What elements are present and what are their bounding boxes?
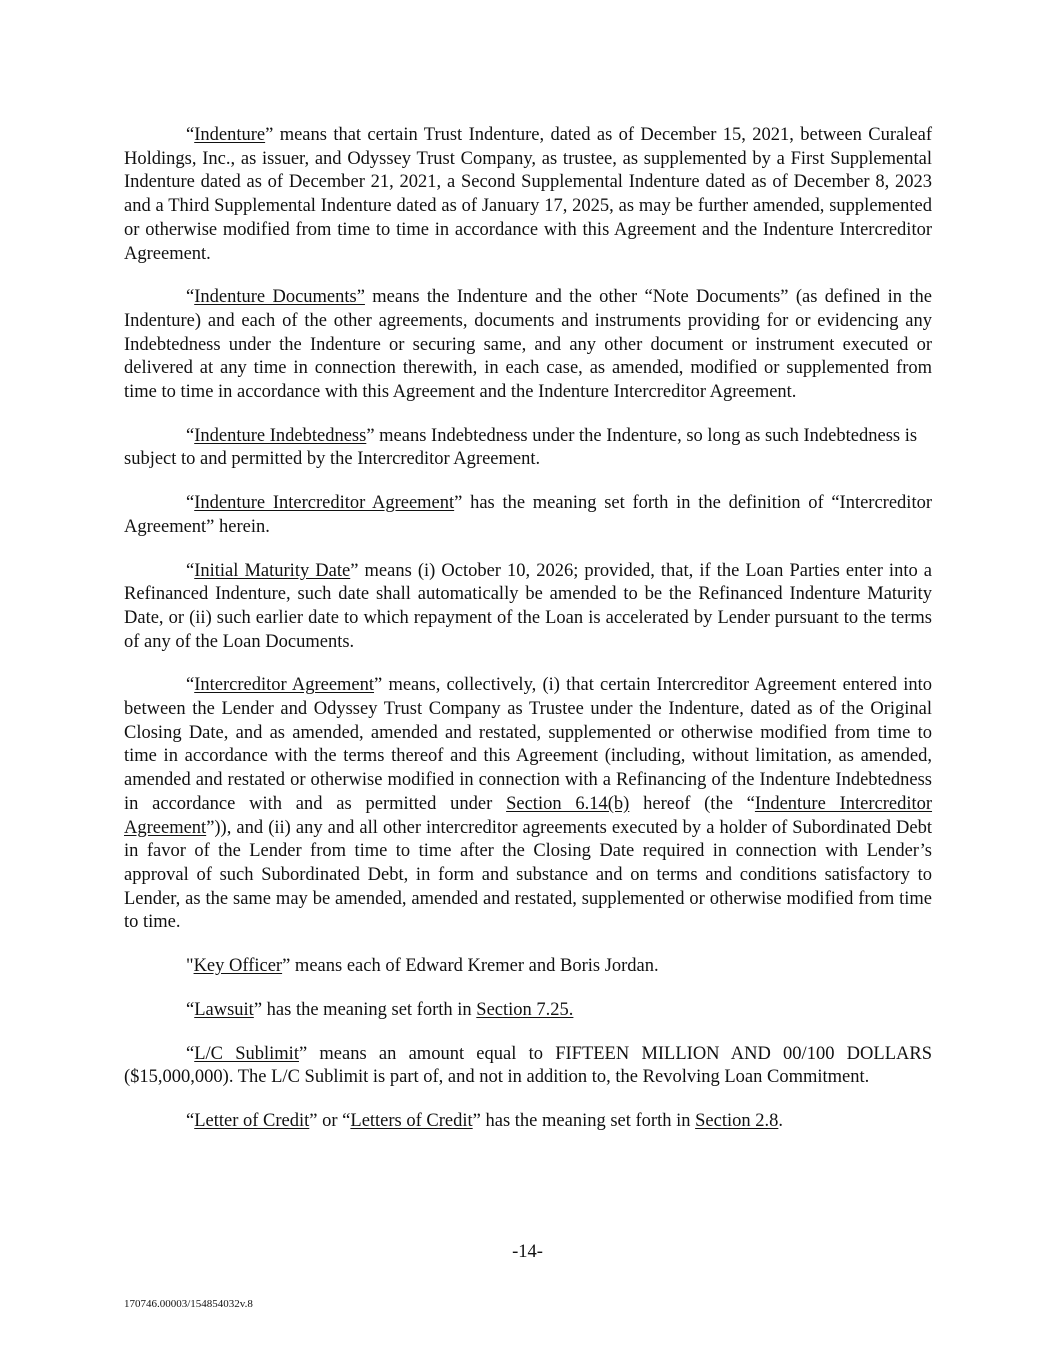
definition-lc-sublimit: “L/C Sublimit” means an amount equal to FIFTEEN MILLION AND 00/100 DOLLARS ($15,000,000). The L/C Sublimit is part of, and not in addition to, the Revolving Loan Commitment.	[124, 1043, 932, 1088]
document-body	[124, 124, 932, 1154]
defined-term: Indenture Indebtedness	[194, 425, 367, 446]
defined-term: Lawsuit	[194, 999, 254, 1020]
definition-indenture-intercreditor-agreement: “Indenture Intercreditor Agreement” has the meaning set forth in the definition of “Intercreditor Agreement” herein.	[124, 493, 932, 537]
definition-indenture-indebtedness: “Indenture Indebtedness” means Indebtedness under the Indenture, so long as such Indebtedness is subject to and permitted by the Intercreditor Agreement.	[124, 425, 918, 470]
defined-term: Indenture Intercreditor Agreement	[124, 793, 933, 838]
defined-term: Indenture Intercreditor Agreement	[194, 493, 455, 514]
page-number: -14-	[512, 1242, 543, 1262]
definition-initial-maturity-date: “Initial Maturity Date” means (i) October 10, 2026; provided, that, if the Loan Parties enter into a Refinanced Indenture, such date shall automatically be amended to be the Refinanced Indenture Maturity Date, or (ii) such earlier date to which repayment of the Loan is accelerated by Lender pursuant to the terms of any of the Loan Documents.	[124, 560, 932, 652]
document-id: 170746.00003/154854032v.8	[124, 1298, 253, 1310]
defined-term: Letter of Credit	[194, 1110, 310, 1131]
defined-term: Letters of Credit	[350, 1110, 473, 1131]
definition-key-officer: "Key Officer” means each of Edward Kremer and Boris Jordan.	[186, 956, 659, 977]
section-reference: Section 2.8	[695, 1110, 779, 1131]
defined-term: Initial Maturity Date	[194, 560, 351, 581]
defined-term: Indenture	[194, 125, 266, 145]
section-reference: Section 6.14(b)	[506, 793, 630, 814]
defined-term: L/C Sublimit	[194, 1043, 299, 1064]
definition-intercreditor-agreement: “Intercreditor Agreement” means, collectively, (i) that certain Intercreditor Agreement entered into between the Lender and Odyssey Trust Company as Trustee under the Indenture, dated as of the Original Closing Date, and as amended, amended and restated, supplemented or otherwise modified from time to time in accordance with the terms thereof and this Agreement (including, without limitation, as amended, amended and restated or otherwise modified in connection with a Refinancing of the Indenture Indebtedness in accordance with and as permitted under Section 6.14(b) hereof (the “Indenture Intercreditor Agreement”)), and (ii) any and all other intercreditor agreements executed by a holder of Subordinated Debt in favor of the Lender from time to time after the Closing Date required in connection with Lender’s approval of such Subordinated Debt, in form and substance and on terms and conditions satisfactory to Lender, as the same may be amended, amended and restated, supplemented or otherwise modified from time to time.	[124, 675, 933, 933]
definition-indenture: “Indenture” means that certain Trust Indenture, dated as of December 15, 2021, between Curaleaf Holdings, Inc., as issuer, and Odyssey Trust Company, as trustee, as supplemented by a First Supplemental Indenture dated as of December 21, 2021, a Second Supplemental Indenture dated as of December 8, 2023 and a Third Supplemental Indenture dated as of January 17, 2025, as may be further amended, supplemented or otherwise modified from time to time in accordance with this Agreement and the Indenture Intercreditor Agreement.	[124, 125, 932, 264]
defined-term: Intercreditor Agreement	[194, 675, 375, 696]
defined-term: Key Officer	[193, 956, 283, 977]
section-reference: Section 7.25.	[476, 999, 574, 1020]
defined-term: Indenture Documents”	[194, 287, 365, 308]
definition-letter-of-credit: “Letter of Credit” or “Letters of Credit” has the meaning set forth in Section 2.8.	[186, 1110, 783, 1131]
definition-lawsuit: “Lawsuit” has the meaning set forth in Section 7.25.	[186, 999, 574, 1020]
definition-indenture-documents: “Indenture Documents” means the Indenture and the other “Note Documents” (as defined in the Indenture) and each of the other agreements, documents and instruments providing for or evidencing any Indebtedness under the Indenture or securing same, and any other document or instrument executed or delivered at any time in connection therewith, in each case, as amended, modified or supplemented from time to time in accordance with this Agreement and the Indenture Intercreditor Agreement.	[124, 287, 932, 403]
